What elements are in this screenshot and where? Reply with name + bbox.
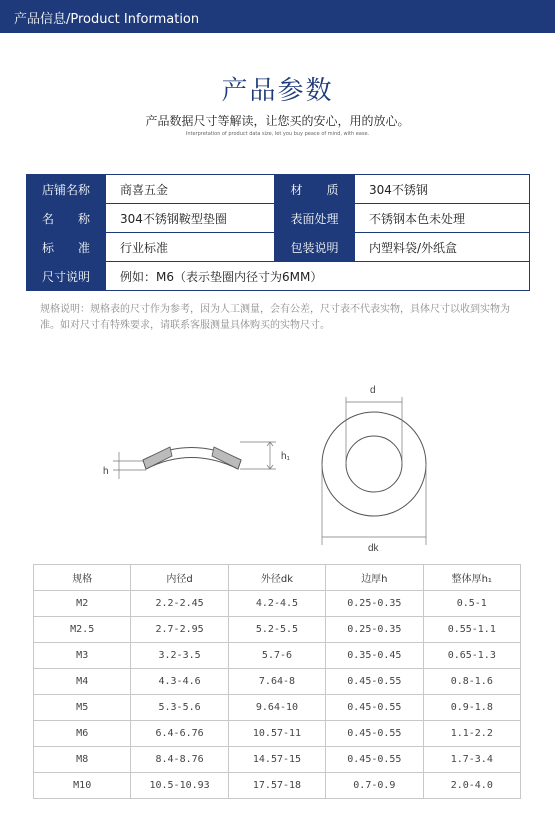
header-bar	[0, 0, 555, 33]
spec-cell: 8.4-8.76	[131, 747, 228, 773]
table-row	[34, 721, 521, 747]
info-value: 商喜五金	[106, 175, 275, 204]
spec-cell: 4.3-4.6	[131, 669, 228, 695]
spec-cell: 0.45-0.55	[326, 669, 423, 695]
table-row	[34, 747, 521, 773]
section-subtitle: 产品数据尺寸等解读，让您买的安心，用的放心。	[145, 114, 410, 128]
spec-cell: 9.64-10	[228, 695, 325, 721]
info-label: 材 质	[275, 175, 355, 204]
spec-cell: 14.57-15	[228, 747, 325, 773]
spec-cell: M8	[34, 747, 131, 773]
spec-cell: M6	[34, 721, 131, 747]
info-value: 不锈钢本色未处理	[355, 204, 530, 233]
info-value: 304不锈钢鞍型垫圈	[106, 204, 275, 233]
spec-cell: 1.1-2.2	[423, 721, 520, 747]
spec-body	[34, 591, 521, 799]
spec-cell: M2.5	[34, 617, 131, 643]
info-value: 例如：M6（表示垫圈内径寸为6MM）	[106, 262, 530, 291]
table-row	[34, 643, 521, 669]
table-row	[34, 669, 521, 695]
spec-cell: 5.3-5.6	[131, 695, 228, 721]
spec-cell: 2.0-4.0	[423, 773, 520, 799]
section-subtitle-en: Interpretation of product data size, let you buy peace of mind, with ease.	[185, 131, 370, 137]
spec-cell: 5.7-6	[228, 643, 325, 669]
spec-cell: 0.45-0.55	[326, 721, 423, 747]
info-row	[27, 233, 530, 262]
washer-top-view	[322, 397, 426, 545]
info-table	[26, 174, 530, 291]
spec-cell: 2.2-2.45	[131, 591, 228, 617]
info-row	[27, 175, 530, 204]
spec-cell: M5	[34, 695, 131, 721]
spec-cell: M2	[34, 591, 131, 617]
spec-header-cell: 外径dk	[228, 565, 325, 591]
spec-cell: M10	[34, 773, 131, 799]
info-label: 名 称	[27, 204, 106, 233]
header-title: 产品信息/Product Information	[14, 12, 200, 27]
label-d: d	[370, 385, 376, 396]
spec-cell: 1.7-3.4	[423, 747, 520, 773]
spec-cell: 0.25-0.35	[326, 617, 423, 643]
washer-diagram	[0, 380, 555, 560]
spec-cell: 0.45-0.55	[326, 695, 423, 721]
spec-table	[33, 564, 521, 799]
spec-cell: 4.2-4.5	[228, 591, 325, 617]
spec-cell: 10.5-10.93	[131, 773, 228, 799]
info-value: 内塑料袋/外纸盒	[355, 233, 530, 262]
info-label: 表面处理	[275, 204, 355, 233]
spec-header-cell: 边厚h	[326, 565, 423, 591]
spec-cell: 0.35-0.45	[326, 643, 423, 669]
spec-cell: 5.2-5.5	[228, 617, 325, 643]
spec-cell: 0.55-1.1	[423, 617, 520, 643]
info-value: 304不锈钢	[355, 175, 530, 204]
spec-cell: 0.5-1	[423, 591, 520, 617]
spec-cell: 17.57-18	[228, 773, 325, 799]
info-row	[27, 262, 530, 291]
spec-cell: 0.7-0.9	[326, 773, 423, 799]
info-label: 标 准	[27, 233, 106, 262]
spec-cell: 0.45-0.55	[326, 747, 423, 773]
label-dk: dk	[368, 543, 379, 554]
spec-note: 规格说明：规格表的尺寸作为参考，因为人工测量，会有公差，尺寸表不代表实物，具体尺寸以收到实物为准。如对尺寸有特殊要求，请联系客服测量具体购买的实物尺寸。	[40, 304, 510, 331]
spec-cell: 0.25-0.35	[326, 591, 423, 617]
spec-cell: 2.7-2.95	[131, 617, 228, 643]
spec-cell: 3.2-3.5	[131, 643, 228, 669]
spec-cell: 0.65-1.3	[423, 643, 520, 669]
table-row	[34, 695, 521, 721]
spec-cell: 10.57-11	[228, 721, 325, 747]
info-row	[27, 204, 530, 233]
spec-header-cell: 内径d	[131, 565, 228, 591]
section-title: 产品参数	[221, 76, 334, 106]
info-label: 包装说明	[275, 233, 355, 262]
spec-cell: 6.4-6.76	[131, 721, 228, 747]
spec-header-cell: 规格	[34, 565, 131, 591]
spec-header-row	[34, 565, 521, 591]
spec-cell: M4	[34, 669, 131, 695]
info-label: 尺寸说明	[27, 262, 106, 291]
label-h1: h₁	[281, 451, 290, 462]
table-row	[34, 773, 521, 799]
spec-cell: 7.64-8	[228, 669, 325, 695]
spec-cell: 0.9-1.8	[423, 695, 520, 721]
spec-cell: M3	[34, 643, 131, 669]
label-h: h	[103, 466, 109, 477]
table-row	[34, 591, 521, 617]
info-value: 行业标准	[106, 233, 275, 262]
washer-side-view	[113, 442, 276, 479]
spec-header-cell: 整体厚h₁	[423, 565, 520, 591]
spec-cell: 0.8-1.6	[423, 669, 520, 695]
table-row	[34, 617, 521, 643]
info-label: 店铺名称	[27, 175, 106, 204]
